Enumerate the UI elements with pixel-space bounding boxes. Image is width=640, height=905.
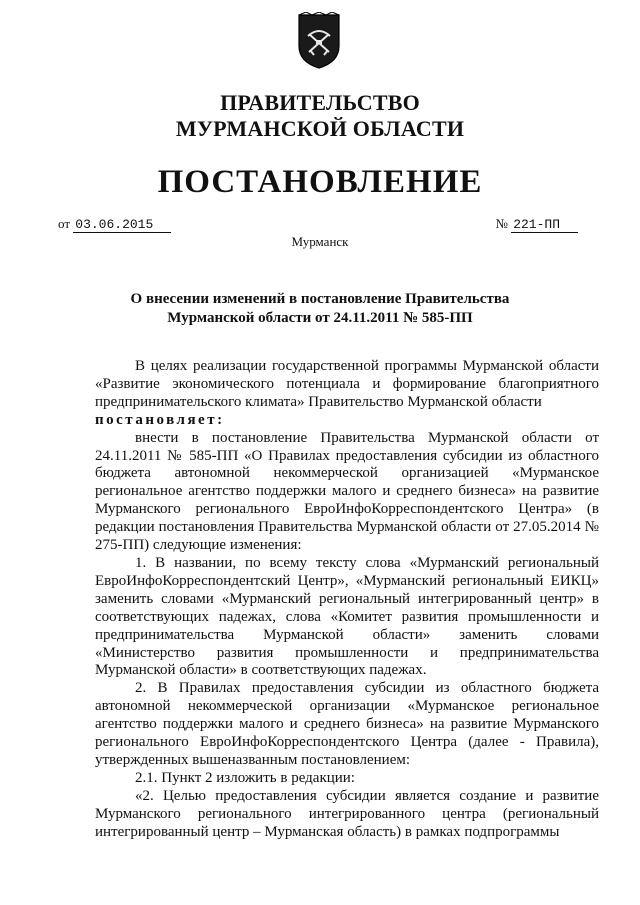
decrees-word [95,412,599,430]
paragraph-item-2: 2. В Правилах предоставления субсидии из областного бюджета автономной некоммерческой организации «Мурманское региональное агентство поддержки малого и среднего бизнеса» на развитие Мурманского регионального ЕвроИнфоКорреспондентского Центра (далее - Правила), утвержденных вышеназванным постановлением: [95,680,599,768]
date-value: 03.06.2015 [73,217,171,233]
document-number [496,216,578,232]
date-number-row [58,216,578,234]
government-title-line2: МУРМАНСКОЙ ОБЛАСТИ [175,116,465,141]
government-title-line1: ПРАВИТЕЛЬСТВО [220,90,420,115]
decrees-label: постановляет: [95,411,225,428]
date-prefix: от [58,216,71,231]
document-subject [0,290,640,328]
number-prefix: № [495,216,508,231]
paragraph-item-2-quote: «2. Целью предоставления субсидии является создание и развитие Мурманского регионального интегрированного центра (региональный интегрированный центр – Мурманская область) в рамках подпрограммы [95,787,599,840]
document-type-title: ПОСТАНОВЛЕНИЕ [157,164,483,200]
subject-line1: О внесении изменений в постановление Правительства [130,291,510,307]
city-name: Мурманск [291,234,349,249]
coat-of-arms-icon [296,12,342,70]
paragraph-item-1: 1. В названии, по всему тексту слова «Мурманский региональный ЕвроИнфоКорреспондентский Центр», «Мурманский региональный ЕИКЦ» заменить словами «Мурманский региональный интегрированный центр» в соответствующих падежах, слова «Комитет развития промышленности и предпринимательства Мурманской области» заменить словами «Министерство развития промышленности и предпринимательства Мурманской области» в соответствующих падежах. [95,554,599,679]
document-body [95,358,599,841]
subject-line2: Мурманской области от 24.11.2011 № 585-ПП [167,310,473,326]
document-date [58,216,171,232]
paragraph-item-2-1: 2.1. Пункт 2 изложить в редакции: [135,769,355,786]
number-value: 221-ПП [511,217,578,233]
paragraph-preamble: В целях реализации государственной программы Мурманской области «Развитие экономического потенциала и формирование благоприятного предпринимательского климата» Правительство Мурманской области [95,358,599,410]
paragraph-main: внести в постановление Правительства Мурманской области от 24.11.2011 № 585-ПП «О Правилах предоставления субсидии из областного бюджета автономной некоммерческой организацией «Мурманское региональное агентство поддержки малого и среднего бизнеса» на развитие Мурманского регионального ЕвроИнфоКорреспондентского Центра» (в редакции постановления Правительства Мурманской области от 27.05.2014 № 275-ПП) следующие изменения: [95,429,599,554]
